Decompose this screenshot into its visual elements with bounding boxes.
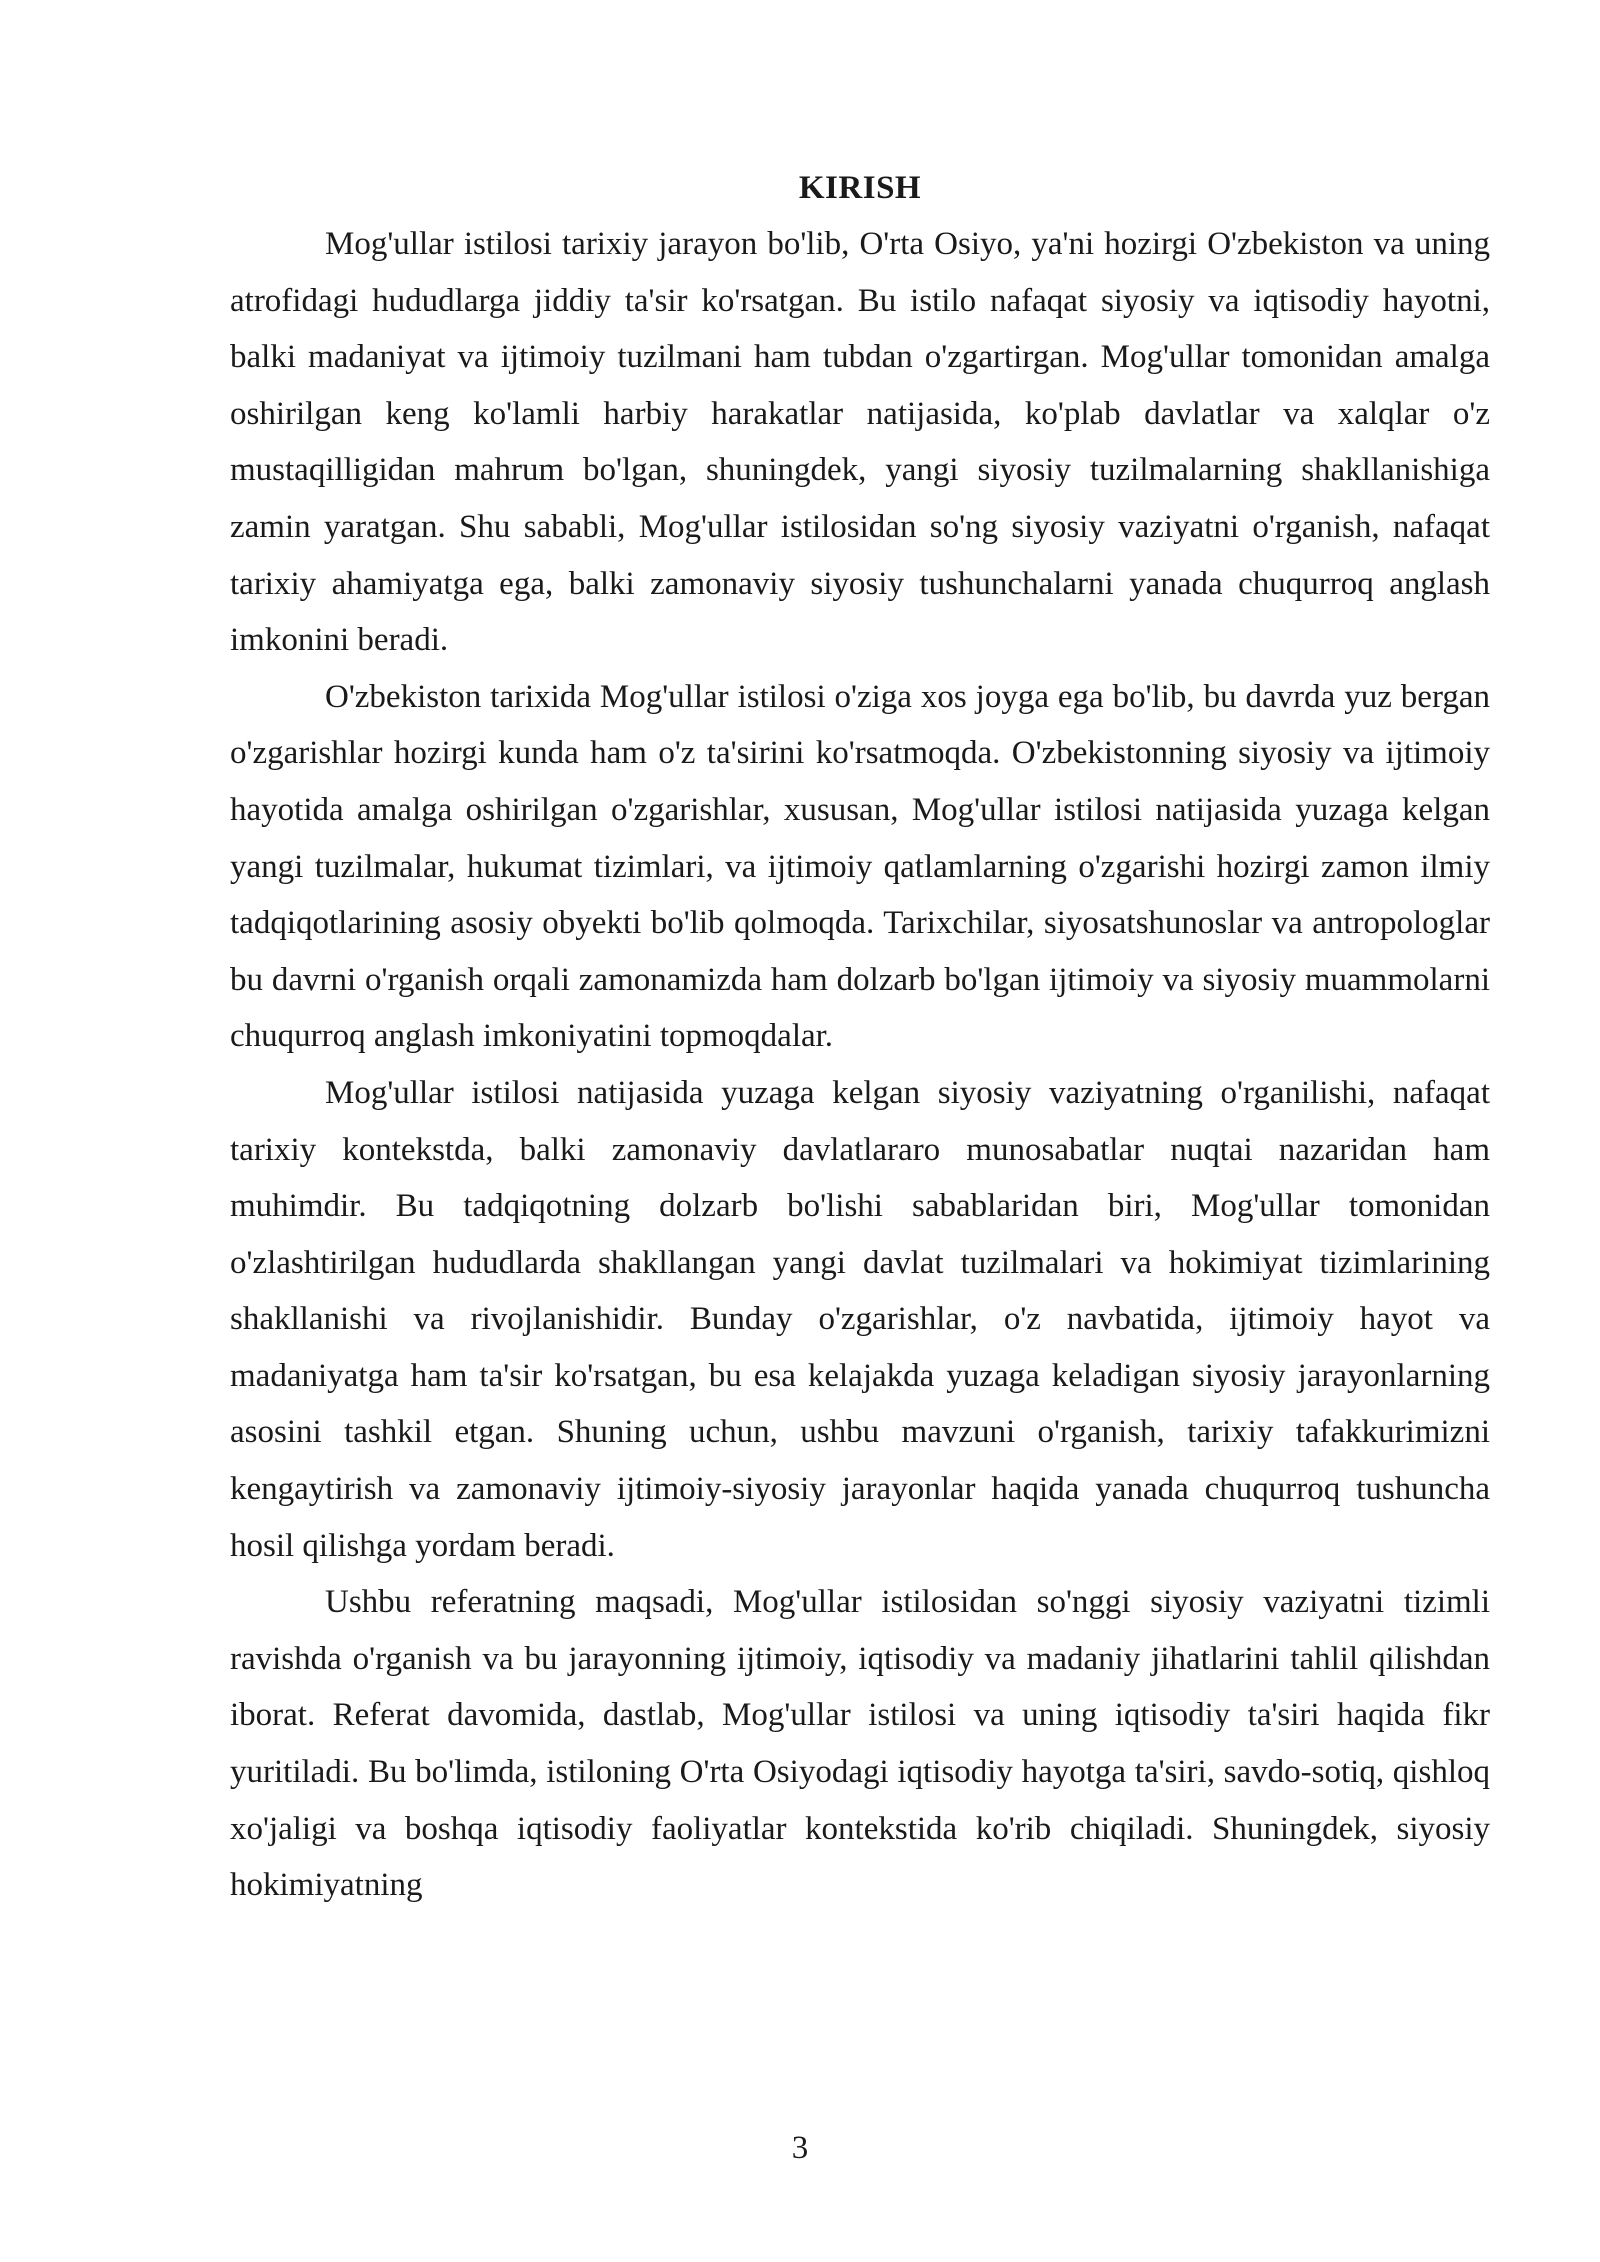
page-number: 3: [791, 2130, 809, 2166]
section-title: KIRISH: [798, 170, 922, 206]
paragraph-4: Ushbu referatning maqsadi, Mog'ullar istilosidan so'nggi siyosiy vaziyatni tizimli ravishda o'rganish va bu jarayonning ijtimoiy, iqtisodiy va madaniy jihatlarini tahlil qilishdan iborat. Referat davomida, dastlab, Mog'ullar istilosi va uning iqtisodiy ta'siri haqida fikr yuritiladi. Bu bo'limda, istiloning O'rta Osiyodagi iqtisodiy hayotga ta'siri, savdo-sotiq, qishloq xo'jaligi va boshqa iqtisodiy faoliyatlar kontekstida ko'rib chiqiladi. Shuningdek, siyosiy hokimiyatning: [230, 1584, 1490, 1904]
paragraph-3: Mog'ullar istilosi natijasida yuzaga kelgan siyosiy vaziyatning o'rganilishi, nafaqat tarixiy kontekstda, balki zamonaviy davlatlararo munosabatlar nuqtai nazaridan ham muhimdir. Bu tadqiqotning dolzarb bo'lishi sabablaridan biri, Mog'ullar tomonidan o'zlashtirilgan hududlarda shakllangan yangi davlat tuzilmalari va hokimiyat tizimlarining shakllanishi va rivojlanishidir. Bunday o'zgarishlar, o'z navbatida, ijtimoiy hayot va madaniyatga ham ta'sir ko'rsatgan, bu esa kelajakda yuzaga keladigan siyosiy jarayonlarning asosini tashkil etgan. Shuning uchun, ushbu mavzuni o'rganish, tarixiy tafakkurimizni kengaytirish va zamonaviy ijtimoiy-siyosiy jarayonlar haqida yanada chuqurroq tushuncha hosil qilishga yordam beradi.: [230, 1074, 1490, 1564]
paragraph-2: O'zbekiston tarixida Mog'ullar istilosi o'ziga xos joyga ega bo'lib, bu davrda yuz bergan o'zgarishlar hozirgi kunda ham o'z ta'sirini ko'rsatmoqda. O'zbekistonning siyosiy va ijtimoiy hayotida amalga oshirilgan o'zgarishlar, xususan, Mog'ullar istilosi natijasida yuzaga kelgan yangi tuzilmalar, hukumat tizimlari, va ijtimoiy qatlamlarning o'zgarishi hozirgi zamon ilmiy tadqiqotlarining asosiy obyekti bo'lib qolmoqda. Tarixchilar, siyosatshunoslar va antropologlar bu davrni o'rganish orqali zamonamizda ham dolzarb bo'lgan ijtimoiy va siyosiy muammolarni chuqurroq anglash imkoniyatini topmoqdalar.: [230, 678, 1490, 1055]
paragraph-1: Mog'ullar istilosi tarixiy jarayon bo'lib, O'rta Osiyo, ya'ni hozirgi O'zbekiston va uning atrofidagi hududlarga jiddiy ta'sir ko'rsatgan. Bu istilo nafaqat siyosiy va iqtisodiy hayotni, balki madaniyat va ijtimoiy tuzilmani ham tubdan o'zgartirgan. Mog'ullar tomonidan amalga oshirilgan keng ko'lamli harbiy harakatlar natijasida, ko'plab davlatlar va xalqlar o'z mustaqilligidan mahrum bo'lgan, shuningdek, yangi siyosiy tuzilmalarning shakllanishiga zamin yaratgan. Shu sababli, Mog'ullar istilosidan so'ng siyosiy vaziyatni o'rganish, nafaqat tarixiy ahamiyatga ega, balki zamonaviy siyosiy tushunchalarni yanada chuqurroq anglash imkonini beradi.: [230, 226, 1490, 659]
page-content: [230, 160, 1490, 1914]
